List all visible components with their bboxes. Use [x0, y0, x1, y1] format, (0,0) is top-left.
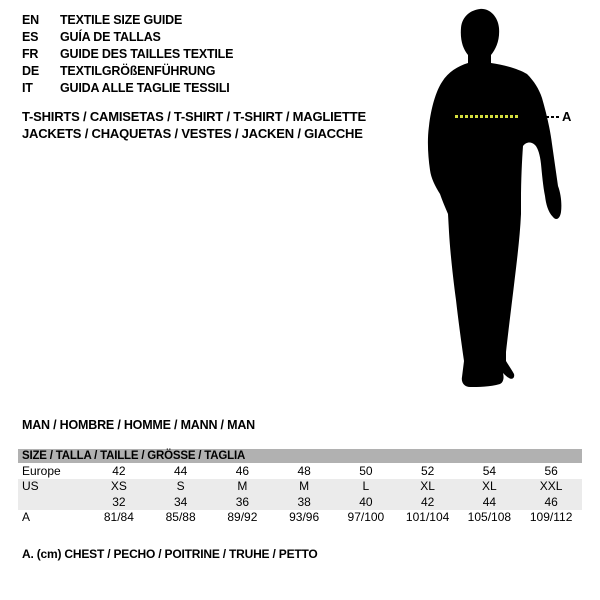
table-cell: S: [150, 479, 212, 495]
category-jackets: JACKETS / CHAQUETAS / VESTES / JACKEN / GIACCHE: [22, 126, 363, 141]
table-cell: 105/108: [467, 510, 512, 525]
table-cell: 46: [235, 463, 250, 478]
table-cell: 44: [459, 494, 521, 510]
language-label: TEXTILE SIZE GUIDE: [60, 13, 183, 27]
measurement-footnote: A. (cm) CHEST / PECHO / POITRINE / TRUHE / PETTO: [22, 547, 318, 561]
table-cell: M: [273, 479, 335, 495]
chest-measure-leader-line: [546, 116, 559, 118]
language-code: ES: [22, 30, 39, 44]
language-label: GUIDA ALLE TAGLIE TESSILI: [60, 81, 230, 95]
table-cell: L: [335, 479, 397, 495]
language-legend: [22, 12, 233, 97]
table-cell: 32: [88, 494, 150, 510]
table-cell: 48: [297, 463, 311, 478]
language-row-es: [22, 29, 233, 46]
language-code: IT: [22, 81, 33, 95]
row-label: A: [22, 510, 31, 525]
language-code: EN: [22, 13, 39, 27]
table-cell: M: [212, 479, 274, 495]
table-cell: XL: [459, 479, 521, 495]
table-cell: XL: [397, 479, 459, 495]
language-label: TEXTILGRÖßENFÜHRUNG: [60, 64, 216, 78]
section-title-man: MAN / HOMBRE / HOMME / MANN / MAN: [22, 418, 255, 432]
table-cell: 89/92: [227, 510, 258, 525]
table-cell: 46: [520, 494, 582, 510]
table-cell: XS: [88, 479, 150, 495]
language-code: FR: [22, 47, 39, 61]
table-cell: 85/88: [165, 510, 196, 525]
table-cell: 50: [359, 463, 373, 478]
table-row-chest-a: [18, 510, 582, 526]
table-cell: 56: [544, 463, 558, 478]
table-cell: 109/112: [529, 510, 573, 525]
row-label: [18, 494, 88, 510]
language-label: GUÍA DE TALLAS: [60, 30, 161, 44]
table-row-us: [18, 479, 582, 495]
table-cell: 81/84: [103, 510, 134, 525]
table-cell: XXL: [520, 479, 582, 495]
table-cell: 52: [420, 463, 435, 478]
garment-categories: [22, 108, 366, 142]
row-label: US: [18, 479, 88, 495]
language-row-it: [22, 80, 233, 97]
table-cell: 97/100: [347, 510, 385, 525]
size-table: [18, 449, 582, 525]
language-code: DE: [22, 64, 39, 78]
man-silhouette-figure: [410, 0, 600, 400]
table-cell: 54: [482, 463, 497, 478]
table-cell: 44: [173, 463, 188, 478]
category-tshirts: T-SHIRTS / CAMISETAS / T-SHIRT / T-SHIRT / MAGLIETTE: [22, 109, 366, 124]
size-table-header-row: [18, 449, 582, 463]
table-cell: 34: [150, 494, 212, 510]
size-table-header: SIZE / TALLA / TAILLE / GRÖSSE / TAGLIA: [18, 449, 582, 463]
table-cell: 42: [112, 463, 126, 478]
table-cell: 42: [397, 494, 459, 510]
table-row-us-numeric: [18, 494, 582, 510]
table-cell: 36: [212, 494, 274, 510]
language-label: GUIDE DES TAILLES TEXTILE: [60, 47, 234, 61]
chest-measure-label: A: [562, 109, 572, 124]
language-row-en: [22, 12, 233, 29]
table-cell: 38: [273, 494, 335, 510]
man-silhouette-icon: [410, 0, 600, 400]
language-row-de: [22, 63, 233, 80]
language-row-fr: [22, 46, 233, 63]
table-cell: 40: [335, 494, 397, 510]
chest-measure-line: [455, 115, 518, 118]
table-cell: 93/96: [289, 510, 320, 525]
table-cell: 101/104: [405, 510, 450, 525]
row-label: Europe: [22, 463, 61, 478]
table-row-europe: [18, 463, 582, 479]
